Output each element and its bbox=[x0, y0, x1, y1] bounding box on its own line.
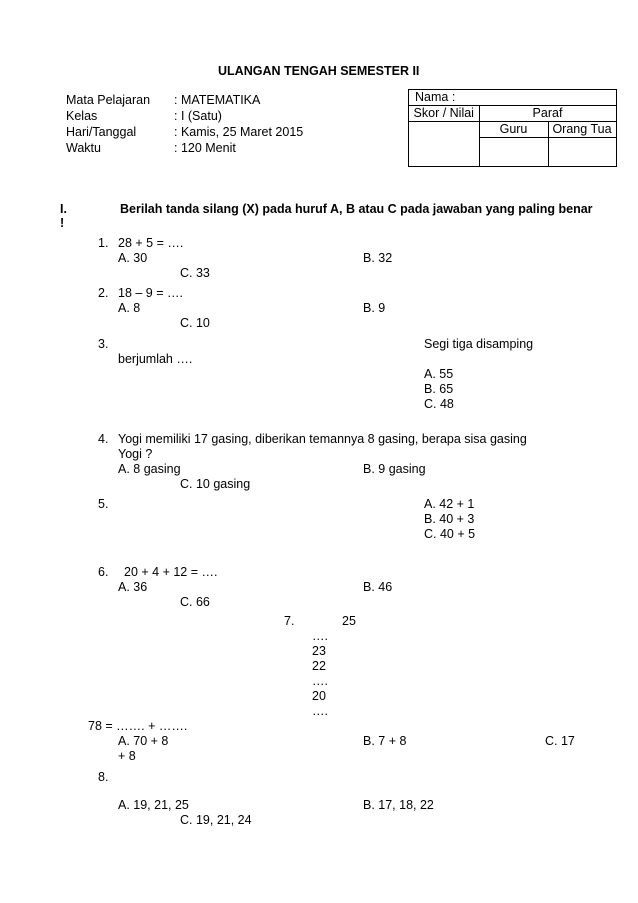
sequence-blank: …. bbox=[312, 704, 328, 718]
info-value-time: : 120 Menit bbox=[174, 141, 236, 155]
orang-tua-signature-field[interactable] bbox=[548, 138, 616, 167]
option-a[interactable]: A. 8 bbox=[118, 301, 141, 315]
info-label-class: Kelas bbox=[66, 109, 98, 123]
option-b[interactable]: B. 7 + 8 bbox=[363, 734, 407, 748]
question-text: 20 + 4 + 12 = …. bbox=[124, 565, 218, 579]
question-text: 78 = ……. + ……. bbox=[88, 719, 188, 733]
section-instruction: Berilah tanda silang (X) pada huruf A, B atau C pada jawaban yang paling benar bbox=[120, 202, 593, 216]
option-a[interactable]: A. 70 + 8 bbox=[118, 734, 169, 748]
option-b[interactable]: B. 65 bbox=[424, 382, 454, 396]
option-a[interactable]: A. 19, 21, 25 bbox=[118, 798, 189, 812]
option-c[interactable]: C. 66 bbox=[180, 595, 210, 609]
option-c[interactable]: C. 33 bbox=[180, 266, 210, 280]
option-a[interactable]: A. 36 bbox=[118, 580, 148, 594]
question-text: 28 + 5 = …. bbox=[118, 236, 184, 250]
name-label: Nama : bbox=[415, 90, 456, 104]
option-b[interactable]: B. 17, 18, 22 bbox=[363, 798, 434, 812]
sequence-item: 23 bbox=[312, 644, 326, 658]
question-text-continued: Yogi ? bbox=[118, 447, 153, 461]
orang-tua-header: Orang Tua bbox=[548, 122, 616, 138]
option-c[interactable]: C. 17 bbox=[545, 734, 575, 748]
option-c[interactable]: C. 19, 21, 24 bbox=[180, 813, 252, 827]
score-field[interactable] bbox=[409, 122, 480, 167]
info-label-date: Hari/Tanggal bbox=[66, 125, 137, 139]
option-a[interactable]: A. 30 bbox=[118, 251, 148, 265]
option-b[interactable]: B. 9 bbox=[363, 301, 386, 315]
question-number: 5. bbox=[98, 497, 109, 511]
sequence-blank: …. bbox=[312, 629, 328, 643]
section-number-overflow: ! bbox=[60, 216, 65, 230]
question-number: 8. bbox=[98, 770, 109, 784]
option-b[interactable]: B. 40 + 3 bbox=[424, 512, 475, 526]
info-value-class: : I (Satu) bbox=[174, 109, 222, 123]
sequence-item: 25 bbox=[342, 614, 356, 628]
question-number: 3. bbox=[98, 337, 109, 351]
sequence-item: 20 bbox=[312, 689, 326, 703]
section-number: I. bbox=[60, 202, 67, 216]
option-a[interactable]: A. 8 gasing bbox=[118, 462, 181, 476]
page-title: ULANGAN TENGAH SEMESTER II bbox=[218, 64, 420, 78]
info-value-date: : Kamis, 25 Maret 2015 bbox=[174, 125, 304, 139]
question-number: 4. bbox=[98, 432, 109, 446]
question-number: 7. bbox=[284, 614, 295, 628]
score-box bbox=[408, 89, 617, 167]
question-number: 2. bbox=[98, 286, 109, 300]
info-label-subject: Mata Pelajaran bbox=[66, 93, 151, 107]
question-text-continued: berjumlah …. bbox=[118, 352, 193, 366]
option-b[interactable]: B. 46 bbox=[363, 580, 393, 594]
name-field[interactable] bbox=[409, 90, 480, 106]
paraf-header: Paraf bbox=[479, 106, 616, 122]
question-text: 18 – 9 = …. bbox=[118, 286, 183, 300]
name-field-space[interactable] bbox=[479, 90, 616, 106]
guru-header: Guru bbox=[479, 122, 548, 138]
question-number: 6. bbox=[98, 565, 109, 579]
info-label-time: Waktu bbox=[66, 141, 101, 155]
option-c-continued[interactable]: + 8 bbox=[118, 749, 136, 763]
option-a[interactable]: A. 55 bbox=[424, 367, 454, 381]
info-value-subject: : MATEMATIKA bbox=[174, 93, 261, 107]
sequence-item: 22 bbox=[312, 659, 326, 673]
option-c[interactable]: C. 40 + 5 bbox=[424, 527, 476, 541]
guru-signature-field[interactable] bbox=[479, 138, 548, 167]
question-number: 1. bbox=[98, 236, 109, 250]
sequence-blank: …. bbox=[312, 674, 328, 688]
option-c[interactable]: C. 10 gasing bbox=[180, 477, 251, 491]
question-text: Segi tiga disamping bbox=[424, 337, 534, 351]
option-c[interactable]: C. 10 bbox=[180, 316, 210, 330]
option-c[interactable]: C. 48 bbox=[424, 397, 454, 411]
option-a[interactable]: A. 42 + 1 bbox=[424, 497, 475, 511]
option-b[interactable]: B. 9 gasing bbox=[363, 462, 426, 476]
question-text: Yogi memiliki 17 gasing, diberikan temannya 8 gasing, berapa sisa gasing bbox=[118, 432, 527, 446]
option-b[interactable]: B. 32 bbox=[363, 251, 393, 265]
score-label-cell: Skor / Nilai bbox=[409, 106, 480, 122]
